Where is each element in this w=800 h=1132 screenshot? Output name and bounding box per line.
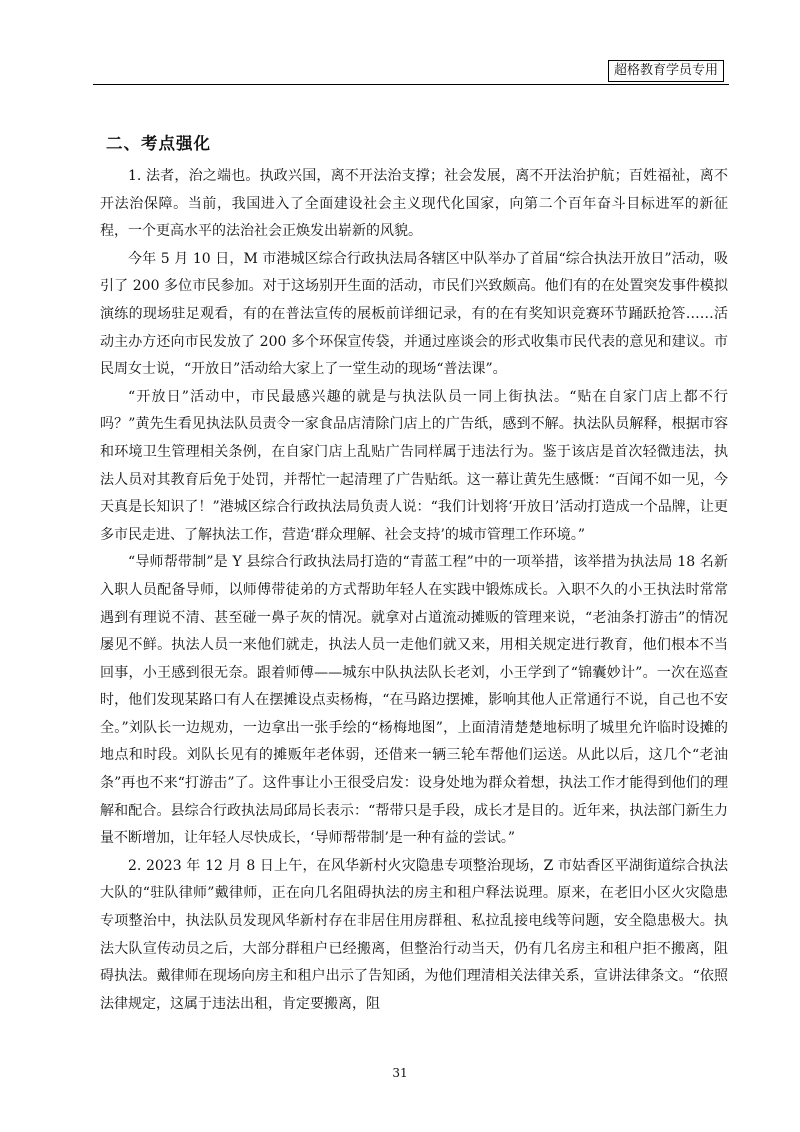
body-text (100, 163, 728, 1018)
header-badge: 超格教育学员专用 (608, 60, 724, 82)
page-number: 31 (392, 1066, 408, 1080)
paragraph: “开放日”活动中，市民最感兴趣的就是与执法队员一同上街执法。“贴在自家门店上都不行吗？”黄先生看见执法队员责令一家食品店清除门店上的广告纸，感到不解。执法队员解释，根据市容和环境卫生管理相关条例，在自家门店上乱贴广告同样属于违法行为。鉴于该店是首次轻微违法，执法人员对其教育后免于处罚，并帮忙一起清理了广告贴纸。这一幕让黄先生感慨：“百闻不如一见，今天真是长知识了！”港城区综合行政执法局负责人说：“我们计划将‘开放日’活动打造成一个品牌，让更多市民走进、了解执法工作，营造‘群众理解、社会支持’的城市管理工作环境。” (100, 388, 728, 543)
section-title: 二、考点强化 (106, 134, 211, 153)
paragraph: 1. 法者，治之端也。执政兴国，离不开法治支撑；社会发展，离不开法治护航；百姓福祉，离不开法治保障。当前，我国进入了全面建设社会主义现代化国家，向第二个百年奋斗目标进军的新征程，一个更高水平的法治社会正焕发出崭新的风貌。 (100, 168, 728, 240)
header-divider (93, 84, 729, 85)
paragraph: 今年 5 月 10 日，M 市港城区综合行政执法局各辖区中队举办了首届“综合执法开放日”活动，吸引了 200 多位市民参加。对于这场别开生面的活动，市民们兴致颇高。他们有的在处置突发事件模拟演练的现场驻足观看，有的在普法宣传的展板前详细记录，有的在有奖知识竞赛环节踊跃抢答……活动主办方还向市民发放了 200 多个环保宣传袋，并通过座谈会的形式收集市民代表的意见和建议。市民周女士说，“开放日”活动给大家上了一堂生动的现场“普法课”。 (100, 250, 728, 378)
paragraph: 2. 2023 年 12 月 8 日上午，在风华新村火灾隐患专项整治现场，Z 市姑香区平湖街道综合执法大队的“驻队律师”戴律师，正在向几名阻碍执法的房主和租户释法说理。原来，在老旧小区火灾隐患专项整治中，执法队员发现风华新村存在非居住用房群租、私拉乱接电线等问题，安全隐患极大。执法大队宣传动员之后，大部分群租户已经搬离，但整治行动当天，仍有几名房主和租户拒不搬离，阻碍执法。戴律师在现场向房主和租户出示了告知函，为他们理清相关法律关系，宣讲法律条文。“依照法律规定，这属于违法出租，肯定要搬离，阻 (100, 857, 728, 1012)
paragraph: “导师帮带制”是 Y 县综合行政执法局打造的“青蓝工程”中的一项举措，该举措为执法局 18 名新入职人员配备导师，以师傅带徒弟的方式帮助年轻人在实践中锻炼成长。入职不久的小王执法时常常遇到有理说不清、甚至碰一鼻子灰的情况。就拿对占道流动摊贩的管理来说，“老油条打游击”的情况屡见不鲜。执法人员一来他们就走，执法人员一走他们就又来，用相关规定进行教育，他们根本不当回事，小王感到很无奈。跟着师傅——城东中队执法队长老刘，小王学到了“锦囊妙计”。一次在巡查时，他们发现某路口有人在摆摊设点卖杨梅，“在马路边摆摊，影响其他人正常通行不说，自己也不安全。”刘队长一边规劝，一边拿出一张手绘的“杨梅地图”，上面清清楚楚地标明了城里允许临时设摊的地点和时段。刘队长见有的摊贩年老体弱，还借来一辆三轮车帮他们运送。从此以后，这几个“老油条”再也不来“打游击”了。这件事让小王很受启发：设身处地为群众着想，执法工作才能得到他们的理解和配合。县综合行政执法局邱局长表示：“帮带只是手段，成长才是目的。近年来，执法部门新生力量不断增加，让年轻人尽快成长，‘导师帮带制’是一种有益的尝试。” (100, 554, 728, 847)
